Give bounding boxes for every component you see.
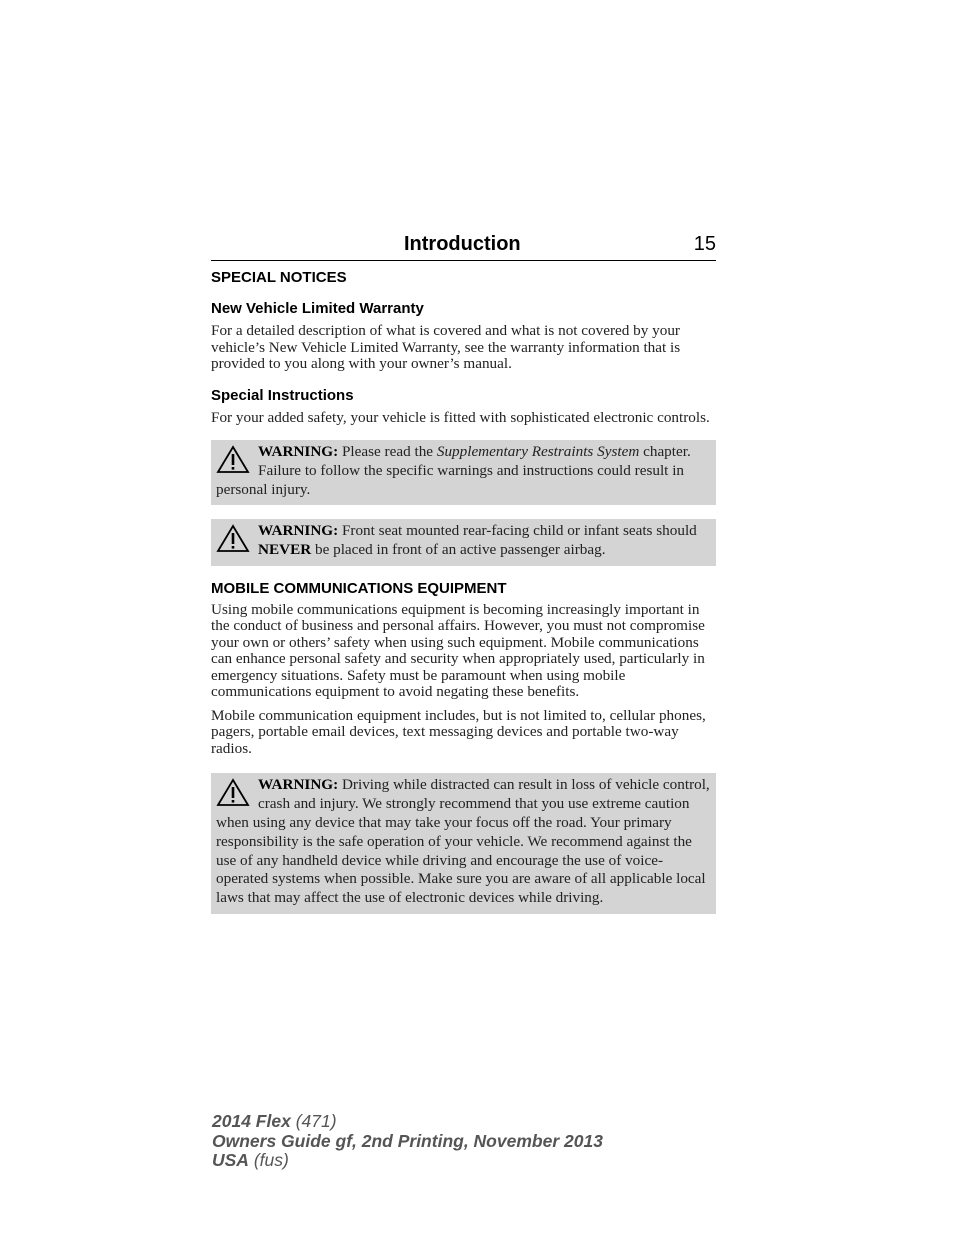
footer-model: 2014 Flex [212, 1111, 291, 1131]
footer-region-code: (fus) [253, 1150, 289, 1170]
section-heading: MOBILE COMMUNICATIONS EQUIPMENT [211, 579, 507, 597]
body-paragraph: For a detailed description of what is covered and what is not covered by your vehicle’s New Vehicle Limited Warranty, see the warranty information that is provided to you along with your owner’s manual. [211, 322, 681, 372]
footer-region: USA [212, 1150, 249, 1170]
subsection-heading: Special Instructions [211, 386, 354, 404]
page-number: 15 [693, 233, 716, 255]
warning-text [216, 776, 711, 908]
warranty-subsection [211, 300, 716, 373]
instructions-subsection [211, 387, 716, 427]
warning-triangle-icon [216, 778, 250, 808]
warning-text-part: be placed in front of an active passenger airbag. [311, 541, 606, 559]
warning-label: WARNING: [258, 776, 339, 794]
warning-box [211, 773, 716, 914]
warning-text-part: chapter. Failure to follow the specific warnings and instructions could result in personal injury. [216, 443, 691, 498]
warning-triangle-icon [216, 524, 250, 554]
warning-triangle-icon [216, 445, 250, 475]
warning-label: WARNING: [258, 443, 339, 460]
warning-box [211, 519, 716, 566]
page-content [211, 228, 716, 914]
warning-label: WARNING: [258, 522, 339, 540]
mobile-communications-section [211, 580, 716, 758]
footer-guide: Owners Guide gf, 2nd Printing, November 2013 [212, 1130, 603, 1151]
footer-line [212, 1132, 603, 1152]
page-footer [212, 1112, 603, 1171]
footer-line [212, 1112, 603, 1132]
warning-text-italic: Supplementary Restraints System [436, 443, 640, 460]
warning-text [216, 443, 711, 499]
page-header [211, 228, 716, 261]
warning-text-part: Driving while distracted can result in loss of vehicle control, crash and injury. We strongly recommend that you use extreme caution when using any device that may take your focus off the road. Your primary responsibility is the safe operation of your vehicle. We recommend against the use of any handheld device while driving and encourage the use of voice-operated systems when possible. Make sure you are aware of all applicable local laws that may affect the use of electronic devices while driving. [216, 776, 710, 907]
warning-text-part: Front seat mounted rear-facing child or infant seats should [338, 522, 697, 540]
body-paragraph: Using mobile communications equipment is becoming increasingly important in the conduct of business and personal affairs. However, you must not compromise your own or others’ safety when using such equipment. Mobile communications can enhance personal safety and security when appropriately used, particularly in emergency situations. Safety must be paramount when using mobile communications equipment to avoid negating these benefits. [211, 600, 705, 701]
footer-model-code: (471) [295, 1111, 337, 1131]
warning-text-bold: NEVER [258, 541, 312, 559]
warning-text [216, 522, 711, 560]
warning-text-part: Please read the [338, 443, 437, 460]
section-heading: SPECIAL NOTICES [211, 269, 347, 286]
body-paragraph: For your added safety, your vehicle is fitted with sophisticated electronic controls. [211, 408, 710, 426]
footer-line [212, 1151, 603, 1171]
special-notices-section [211, 269, 716, 426]
subsection-heading: New Vehicle Limited Warranty [211, 300, 424, 317]
body-paragraph: Mobile communication equipment includes, but is not limited to, cellular phones, pagers, portable email devices, text messaging devices and portable two-way radios. [211, 706, 706, 757]
chapter-title: Introduction [404, 233, 521, 255]
warning-box [211, 440, 716, 505]
